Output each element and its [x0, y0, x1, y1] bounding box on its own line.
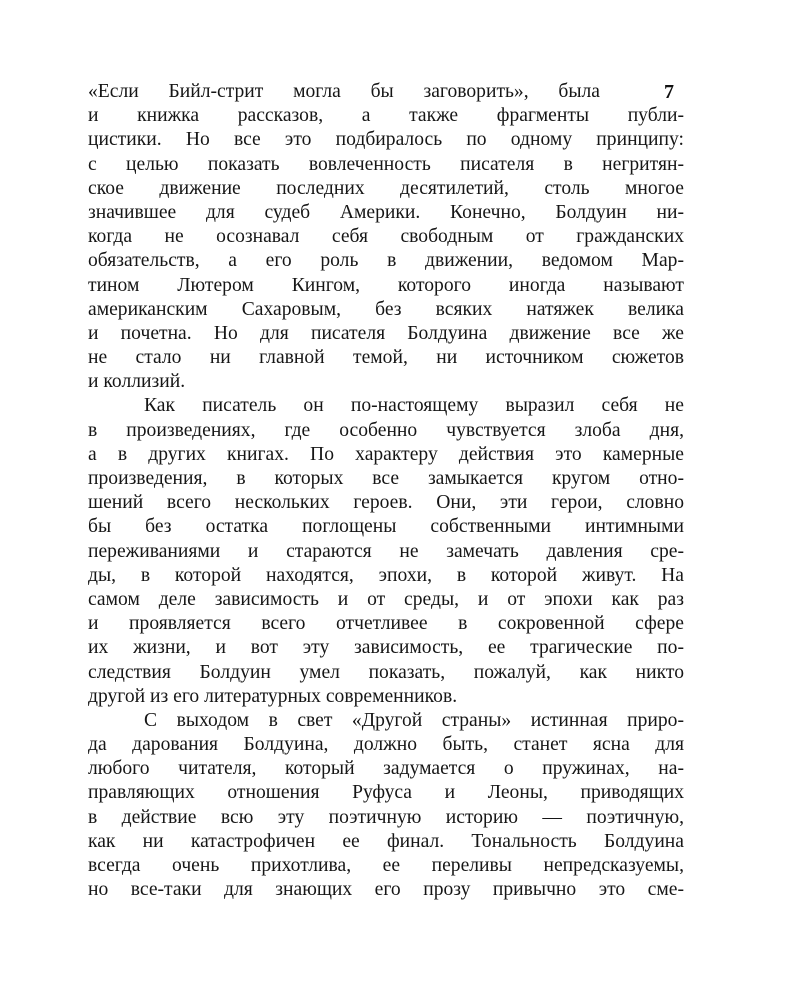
text-line: и книжка рассказов, а также фрагменты публи-: [88, 105, 684, 127]
page-number: 7: [664, 81, 674, 103]
text-line: обязательств, а его роль в движении, ведомом Мар-: [88, 250, 684, 272]
text-line: цистики. Но все это подбиралось по одному принципу:: [88, 129, 684, 151]
text-line: а в других книгах. По характеру действия это камерные: [88, 443, 684, 465]
text-line: произведения, в которых все замыкается кругом отно-: [88, 468, 684, 489]
text-line: когда не осознавал себя свободным от гражданских: [88, 226, 684, 248]
text-line: другой из его литературных современников.: [88, 685, 458, 707]
text-line: и почетна. Но для писателя Болдуина движение все же: [88, 322, 684, 344]
text-line: всегда очень прихотлива, ее переливы непредсказуемы,: [88, 855, 684, 876]
text-line: да дарования Болдуина, должно быть, станет ясна для: [88, 734, 684, 756]
text-line: американским Сахаровым, без всяких натяжек велика: [88, 298, 684, 320]
text-line: в произведениях, где особенно чувствуется злоба дня,: [88, 419, 684, 441]
paragraph-3: [88, 709, 684, 903]
text-line: с целью показать вовлеченность писателя в негритян-: [88, 153, 684, 175]
paragraph-2: [88, 394, 684, 708]
text-line: самом деле зависимость и от среды, и от эпохи как раз: [88, 588, 684, 610]
text-line: правляющих отношения Руфуса и Леоны, приводящих: [88, 782, 684, 804]
text-line: бы без остатка поглощены собственными интимными: [88, 516, 684, 538]
text-line: С выходом в свет «Другой страны» истинная приро-: [144, 709, 684, 731]
text-line: но все-таки для знающих его прозу привычно это сме-: [88, 879, 684, 901]
text-line: не стало ни главной темой, ни источником сюжетов: [88, 347, 684, 369]
text-line: их жизни, и вот эту зависимость, ее трагические по-: [88, 637, 684, 659]
text-line: Как писатель он по-настоящему выразил себя не: [144, 395, 684, 417]
body-text: [88, 80, 684, 902]
text-line: ское движение последних десятилетий, столь многое: [88, 177, 684, 199]
text-line: ды, в которой находятся, эпохи, в которой живут. На: [88, 564, 684, 586]
paragraph-1: [88, 80, 684, 394]
text-line: шений всего нескольких героев. Они, эти герои, словно: [88, 492, 684, 514]
text-line: и коллизий.: [88, 371, 186, 393]
text-line: и проявляется всего отчетливее в сокровенной сфере: [88, 613, 684, 635]
text-line: как ни катастрофичен ее финал. Тональность Болдуина: [88, 830, 684, 852]
text-line: значившее для судеб Америки. Конечно, Болдуин ни-: [88, 201, 684, 223]
text-line: тином Лютером Кингом, которого иногда называют: [88, 274, 684, 296]
text-line: переживаниями и стараются не замечать давления сре-: [88, 540, 684, 562]
text-line: любого читателя, который задумается о пружинах, на-: [88, 758, 684, 780]
text-line: следствия Болдуин умел показать, пожалуй, как никто: [88, 661, 684, 683]
text-line: в действие всю эту поэтичную историю — поэтичную,: [88, 806, 684, 828]
text-line: «Если Бийл-стрит могла бы заговорить», была: [88, 81, 600, 102]
